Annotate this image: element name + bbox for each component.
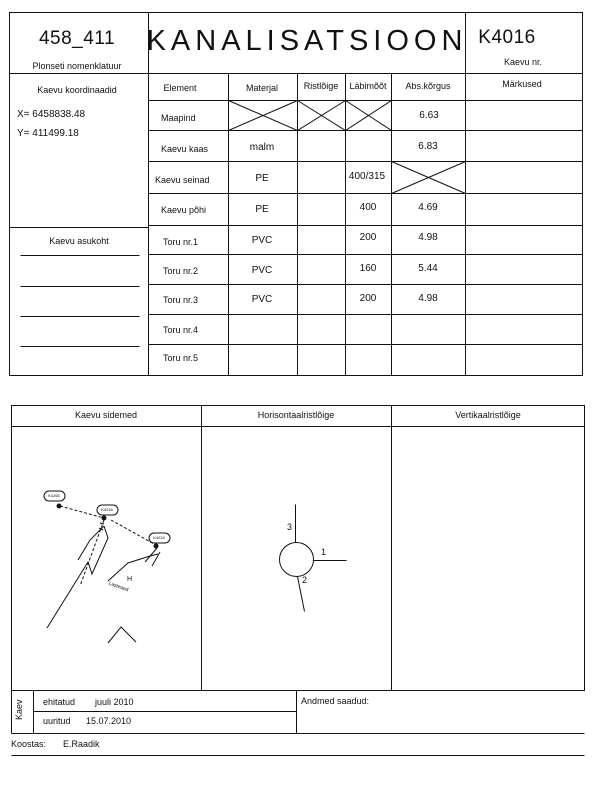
map-well-label-right: K4015	[153, 535, 165, 540]
well-number: K4016	[478, 27, 536, 48]
coordinate-x: X= 6458838.48	[17, 109, 86, 120]
row-elevation: 4.98	[418, 293, 438, 304]
row-element: Toru nr.3	[163, 295, 199, 305]
page-title: KANALISATSIOON	[146, 25, 468, 57]
row-element: Maapind	[161, 113, 196, 123]
coordinates-label: Kaevu koordinaadid	[37, 85, 117, 95]
sheet-nomenclature: 458_411	[38, 28, 116, 49]
map-well-label-center: K4016	[101, 507, 113, 512]
location-label: Kaevu asukoht	[49, 236, 109, 246]
author-label: Koostas:	[11, 739, 47, 749]
built-label: ehitatud	[43, 697, 76, 707]
row-diameter: 200	[359, 293, 377, 304]
row-elevation: 4.98	[418, 232, 438, 243]
connections-map-drawing	[47, 506, 160, 643]
vertical-section-label: Vertikaalristlõige	[455, 410, 521, 420]
horizontal-section-drawing	[280, 505, 347, 612]
row-material: PVC	[251, 265, 273, 276]
data-source-label: Andmed saadud:	[301, 696, 370, 706]
coordinate-y: Y= 411499.18	[17, 128, 79, 139]
row-elevation: 4.69	[418, 202, 438, 213]
map-street-letter: H	[127, 576, 133, 583]
row-element: Toru nr.5	[163, 353, 199, 363]
col-header-remarks: Märkused	[502, 79, 542, 89]
row-diameter: 400/315	[348, 171, 386, 182]
row-element: Toru nr.1	[163, 237, 199, 247]
horizontal-section-label: Horisontaalristlõige	[257, 410, 335, 420]
row-elevation: 6.83	[418, 141, 438, 152]
row-material: malm	[249, 142, 275, 153]
row-element: Toru nr.2	[163, 266, 199, 276]
row-diameter: 160	[359, 263, 377, 274]
surveyed-label: uuritud	[43, 716, 71, 726]
well-number-label: Kaevu nr.	[503, 57, 543, 67]
row-material: PE	[255, 173, 269, 184]
col-header-diameter: Läbimõõt	[349, 81, 387, 91]
connections-label: Kaevu sidemed	[74, 410, 138, 420]
row-elevation: 5.44	[418, 263, 438, 274]
row-elevation: 6.63	[419, 110, 439, 121]
row-element: Kaevu seinad	[155, 175, 210, 185]
map-well-label-left: K4265	[48, 493, 60, 498]
sheet-nomenclature-label: Plonseti nomenklatuur	[32, 61, 122, 71]
pipe-number-3: 3	[287, 522, 293, 532]
row-material: PVC	[251, 294, 273, 305]
built-value: juuli 2010	[95, 697, 134, 707]
row-element: Toru nr.4	[163, 325, 199, 335]
pipe-number-1: 1	[321, 547, 327, 557]
row-diameter: 200	[359, 232, 377, 243]
pipe-number-2: 2	[302, 575, 308, 585]
row-element: Kaevu kaas	[161, 144, 209, 154]
row-material: PE	[255, 204, 269, 215]
col-header-elevation: Abs.kõrgus	[405, 81, 451, 91]
col-header-element: Element	[163, 83, 197, 93]
row-material: PVC	[251, 235, 273, 246]
surveyed-value: 15.07.2010	[86, 716, 132, 726]
col-header-cross-section: Ristlõige	[303, 81, 339, 91]
map-street-name: Lasteaed	[107, 580, 130, 594]
row-element: Kaevu põhi	[161, 205, 207, 215]
author-value: E.Raadik	[63, 739, 100, 749]
footer-side-label: Kaev	[14, 699, 24, 720]
col-header-material: Materjal	[245, 83, 279, 93]
row-diameter: 400	[359, 202, 377, 213]
